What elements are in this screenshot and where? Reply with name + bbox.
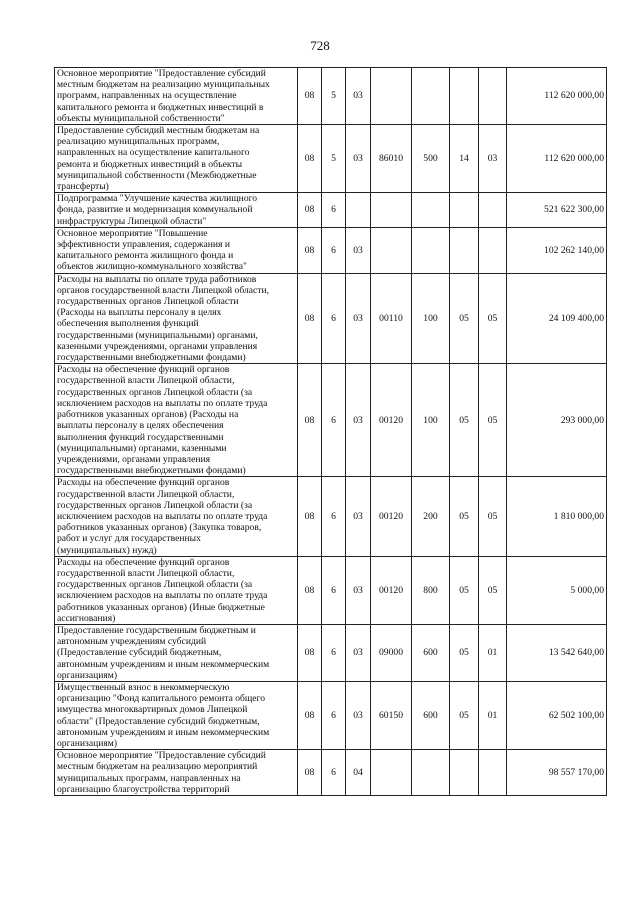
row-amount: 13 542 640,00 [507, 624, 607, 681]
main-activity-code: 03 [346, 273, 371, 364]
main-activity-code: 03 [346, 681, 371, 749]
row-description: Расходы на обеспечение функций органов государственной власти Липецкой области, государственных органов Липецкой области (за исключением расходов на выплаты по оплате труда работников указанных органов) (Иные бюджетные ассигнования) [55, 556, 298, 624]
row-amount: 293 000,00 [507, 364, 607, 477]
program-code: 08 [298, 624, 322, 681]
section-code [450, 750, 479, 796]
program-code: 08 [298, 227, 322, 273]
table-row [55, 477, 607, 556]
row-description: Основное мероприятие "Предоставление субсидий местным бюджетам на реализацию муниципальных программ, направленных на осуществление капитального ремонта и бюджетных инвестиций в объекты муниципальной собственности" [55, 68, 298, 125]
table-row [55, 68, 607, 125]
subprogram-code: 6 [322, 750, 346, 796]
subsection-code: 03 [479, 125, 507, 193]
table-row [55, 364, 607, 477]
expense-direction-code [371, 750, 412, 796]
subsection-code [479, 193, 507, 228]
row-description: Подпрограмма "Улучшение качества жилищного фонда, развитие и модернизация коммунальной инфраструктуры Липецкой области" [55, 193, 298, 228]
expense-type-code: 600 [412, 624, 450, 681]
section-code: 05 [450, 556, 479, 624]
subsection-code: 05 [479, 364, 507, 477]
row-description: Расходы на обеспечение функций органов государственной власти Липецкой области, государственных органов Липецкой области (за исключением расходов на выплаты по оплате труда работников указанных органов) (Расходы на выплаты персоналу в целях обеспечения выполнения функций государственными (муниципальными) органами, казенными учреждениями, органами управления государственными внебюджетными фондами) [55, 364, 298, 477]
main-activity-code: 03 [346, 556, 371, 624]
section-code [450, 193, 479, 228]
row-amount: 102 262 140,00 [507, 227, 607, 273]
subprogram-code: 6 [322, 556, 346, 624]
main-activity-code: 03 [346, 477, 371, 556]
subsection-code: 05 [479, 273, 507, 364]
program-code: 08 [298, 125, 322, 193]
section-code: 05 [450, 624, 479, 681]
program-code: 08 [298, 556, 322, 624]
expense-type-code: 200 [412, 477, 450, 556]
row-amount: 98 557 170,00 [507, 750, 607, 796]
main-activity-code: 03 [346, 624, 371, 681]
table-row [55, 750, 607, 796]
expense-type-code [412, 227, 450, 273]
expense-direction-code: 60150 [371, 681, 412, 749]
main-activity-code: 03 [346, 364, 371, 477]
subprogram-code: 6 [322, 364, 346, 477]
expense-direction-code: 00110 [371, 273, 412, 364]
program-code: 08 [298, 364, 322, 477]
expense-type-code [412, 68, 450, 125]
expense-type-code [412, 193, 450, 228]
expense-direction-code: 00120 [371, 477, 412, 556]
row-amount: 112 620 000,00 [507, 68, 607, 125]
subsection-code [479, 750, 507, 796]
expense-direction-code: 00120 [371, 364, 412, 477]
table-row [55, 681, 607, 749]
subprogram-code: 5 [322, 125, 346, 193]
expense-direction-code: 86010 [371, 125, 412, 193]
row-amount: 5 000,00 [507, 556, 607, 624]
program-code: 08 [298, 193, 322, 228]
subsection-code: 01 [479, 681, 507, 749]
main-activity-code: 03 [346, 125, 371, 193]
row-amount: 24 109 400,00 [507, 273, 607, 364]
subsection-code [479, 68, 507, 125]
section-code [450, 227, 479, 273]
section-code: 05 [450, 477, 479, 556]
table-row [55, 227, 607, 273]
subprogram-code: 6 [322, 624, 346, 681]
subprogram-code: 6 [322, 273, 346, 364]
row-description: Основное мероприятие "Повышение эффективности управления, содержания и капитального ремонта жилищного фонда и объектов жилищно-коммунального хозяйства" [55, 227, 298, 273]
section-code: 05 [450, 681, 479, 749]
main-activity-code [346, 193, 371, 228]
main-activity-code: 03 [346, 68, 371, 125]
expense-direction-code [371, 68, 412, 125]
main-activity-code: 03 [346, 227, 371, 273]
subprogram-code: 6 [322, 681, 346, 749]
table-row [55, 193, 607, 228]
table-row [55, 125, 607, 193]
subprogram-code: 6 [322, 477, 346, 556]
row-description: Основное мероприятие "Предоставление субсидий местным бюджетам на реализацию мероприятий муниципальных программ, направленных на организацию благоустройства территорий [55, 750, 298, 796]
expense-type-code: 100 [412, 364, 450, 477]
row-amount: 62 502 100,00 [507, 681, 607, 749]
program-code: 08 [298, 750, 322, 796]
row-amount: 1 810 000,00 [507, 477, 607, 556]
subprogram-code: 6 [322, 227, 346, 273]
expense-direction-code [371, 193, 412, 228]
subsection-code: 01 [479, 624, 507, 681]
section-code [450, 68, 479, 125]
program-code: 08 [298, 273, 322, 364]
row-amount: 521 622 300,00 [507, 193, 607, 228]
table-row [55, 556, 607, 624]
subsection-code: 05 [479, 556, 507, 624]
row-description: Расходы на обеспечение функций органов государственной власти Липецкой области, государственных органов Липецкой области (за исключением расходов на выплаты по оплате труда работников указанных органов) (Закупка товаров, работ и услуг для государственных (муниципальных) нужд) [55, 477, 298, 556]
table-row [55, 624, 607, 681]
program-code: 08 [298, 681, 322, 749]
table-row [55, 273, 607, 364]
row-description: Предоставление субсидий местным бюджетам на реализацию муниципальных программ, направленных на осуществление капитального ремонта и бюджетных инвестиций в объекты муниципальной собственности (Межбюджетные трансферты) [55, 125, 298, 193]
section-code: 05 [450, 364, 479, 477]
subprogram-code: 6 [322, 193, 346, 228]
page-number: 728 [310, 38, 330, 53]
expense-type-code [412, 750, 450, 796]
budget-table [54, 67, 607, 796]
expense-type-code: 600 [412, 681, 450, 749]
subsection-code [479, 227, 507, 273]
row-amount: 112 620 000,00 [507, 125, 607, 193]
expense-type-code: 100 [412, 273, 450, 364]
program-code: 08 [298, 477, 322, 556]
row-description: Расходы на выплаты по оплате труда работников органов государственной власти Липецкой области, государственных органов Липецкой области (Расходы на выплаты персоналу в целях обеспечения выполнения функций государственными (муниципальными) органами, казенными учреждениями, органами управления государственными внебюджетными фондами) [55, 273, 298, 364]
expense-type-code: 500 [412, 125, 450, 193]
row-description: Имущественный взнос в некоммерческую организацию "Фонд капитального ремонта общего имущества многоквартирных домов Липецкой области" (Предоставление субсидий бюджетным, автономным учреждениям и иным некоммерческим организациям) [55, 681, 298, 749]
section-code: 05 [450, 273, 479, 364]
subsection-code: 05 [479, 477, 507, 556]
row-description: Предоставление государственным бюджетным и автономным учреждениям субсидий (Предоставление субсидий бюджетным, автономным учреждениям и иным некоммерческим организациям) [55, 624, 298, 681]
expense-direction-code: 00120 [371, 556, 412, 624]
expense-type-code: 800 [412, 556, 450, 624]
section-code: 14 [450, 125, 479, 193]
expense-direction-code: 09000 [371, 624, 412, 681]
program-code: 08 [298, 68, 322, 125]
subprogram-code: 5 [322, 68, 346, 125]
expense-direction-code [371, 227, 412, 273]
main-activity-code: 04 [346, 750, 371, 796]
